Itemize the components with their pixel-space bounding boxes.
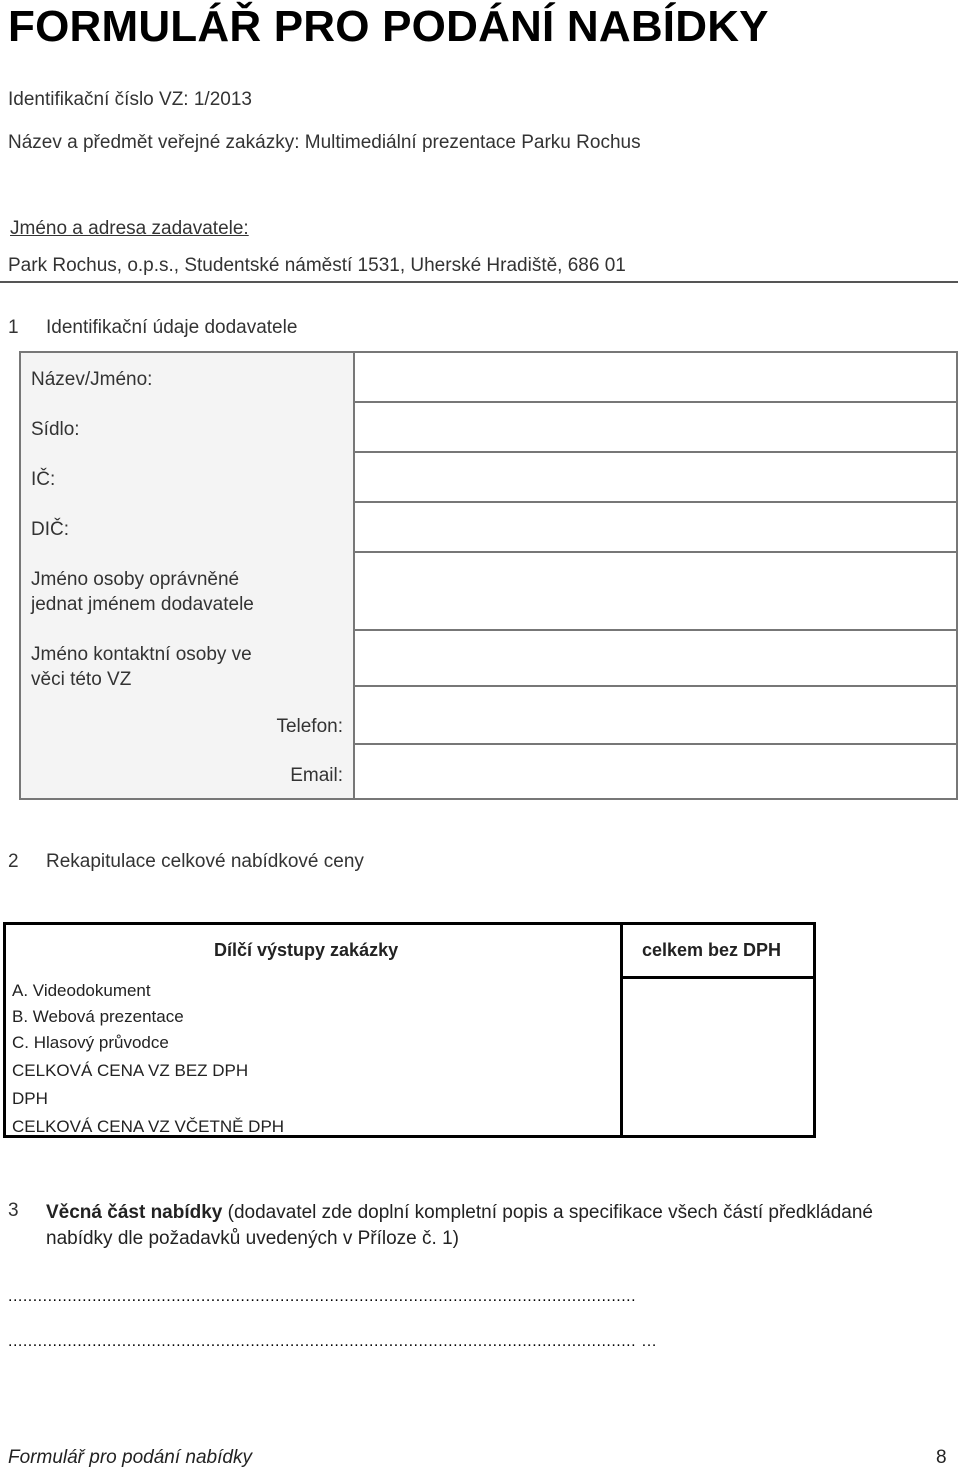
row-webova-prezentace: B. Webová prezentace <box>12 1007 184 1026</box>
row-divider <box>355 743 956 745</box>
footer-title: Formulář pro podání nabídky <box>8 1447 252 1468</box>
label-ic: IČ: <box>31 469 56 490</box>
row-divider <box>355 451 956 453</box>
contracting-authority-label: Jméno a adresa zadavatele: <box>10 218 249 239</box>
row-divider <box>355 401 956 403</box>
page-number: 8 <box>936 1447 947 1468</box>
row-total-with-vat: CELKOVÁ CENA VZ VČETNĚ DPH <box>12 1117 285 1136</box>
label-phone: Telefon: <box>276 716 343 737</box>
header-divider <box>620 976 813 979</box>
row-divider <box>355 685 956 687</box>
row-divider <box>355 629 956 631</box>
row-hlasovy-pruvodce: C. Hlasový průvodce <box>12 1033 169 1052</box>
row-divider <box>355 501 956 503</box>
label-contact-person-1: Jméno kontaktní osoby ve <box>31 644 252 665</box>
label-contact-person-2: věci této VZ <box>31 669 132 690</box>
supplier-labels-column <box>19 351 355 800</box>
section2-number: 2 <box>8 851 19 872</box>
row-total-without-vat: CELKOVÁ CENA VZ BEZ DPH <box>12 1061 249 1080</box>
contracting-authority-value: Park Rochus, o.p.s., Studentské náměstí 1531, Uherské Hradiště, 686 01 <box>8 255 626 276</box>
section3-heading: Věcná část nabídky <box>46 1202 223 1223</box>
supplier-identification-table <box>19 351 956 798</box>
label-authorized-person-1: Jméno osoby oprávněné <box>31 569 240 590</box>
tender-id-line: Identifikační číslo VZ: 1/2013 <box>8 89 252 110</box>
section1-number: 1 <box>8 317 19 338</box>
header-partial-outputs: Dílčí výstupy zakázky <box>214 940 399 960</box>
section1-heading: Identifikační údaje dodavatele <box>46 317 298 338</box>
row-videodokument: A. Videodokument <box>12 981 151 1000</box>
row-divider <box>355 551 956 553</box>
price-summary-table <box>3 922 816 1138</box>
label-authorized-person-2: jednat jménem dodavatele <box>31 594 254 615</box>
label-dic: DIČ: <box>31 519 69 540</box>
page-title: FORMULÁŘ PRO PODÁNÍ NABÍDKY <box>8 2 769 51</box>
label-email: Email: <box>290 765 343 786</box>
row-vat: DPH <box>12 1089 48 1108</box>
supplier-values-column[interactable] <box>353 351 958 800</box>
header-total-without-vat: celkem bez DPH <box>642 940 782 960</box>
section2-heading: Rekapitulace celkové nabídkové ceny <box>46 851 364 872</box>
fill-in-line-2[interactable]: ............................................................................................................................... … <box>8 1333 658 1350</box>
label-name: Název/Jméno: <box>31 369 153 390</box>
section3-instructions: (dodavatel zde doplní kompletní popis a specifikace všech částí předkládané nabídky dle požadavků uvedených v Příloze č. 1) <box>46 1202 873 1249</box>
top-divider <box>0 281 958 283</box>
column-divider <box>620 925 623 1135</box>
section3-number: 3 <box>8 1200 19 1221</box>
label-seat: Sídlo: <box>31 419 80 440</box>
fill-in-line-1[interactable]: ............................................................................................................................... <box>8 1288 637 1305</box>
tender-name-line: Název a předmět veřejné zakázky: Multimediální prezentace Parku Rochus <box>8 132 641 153</box>
section3-paragraph <box>46 1200 926 1252</box>
